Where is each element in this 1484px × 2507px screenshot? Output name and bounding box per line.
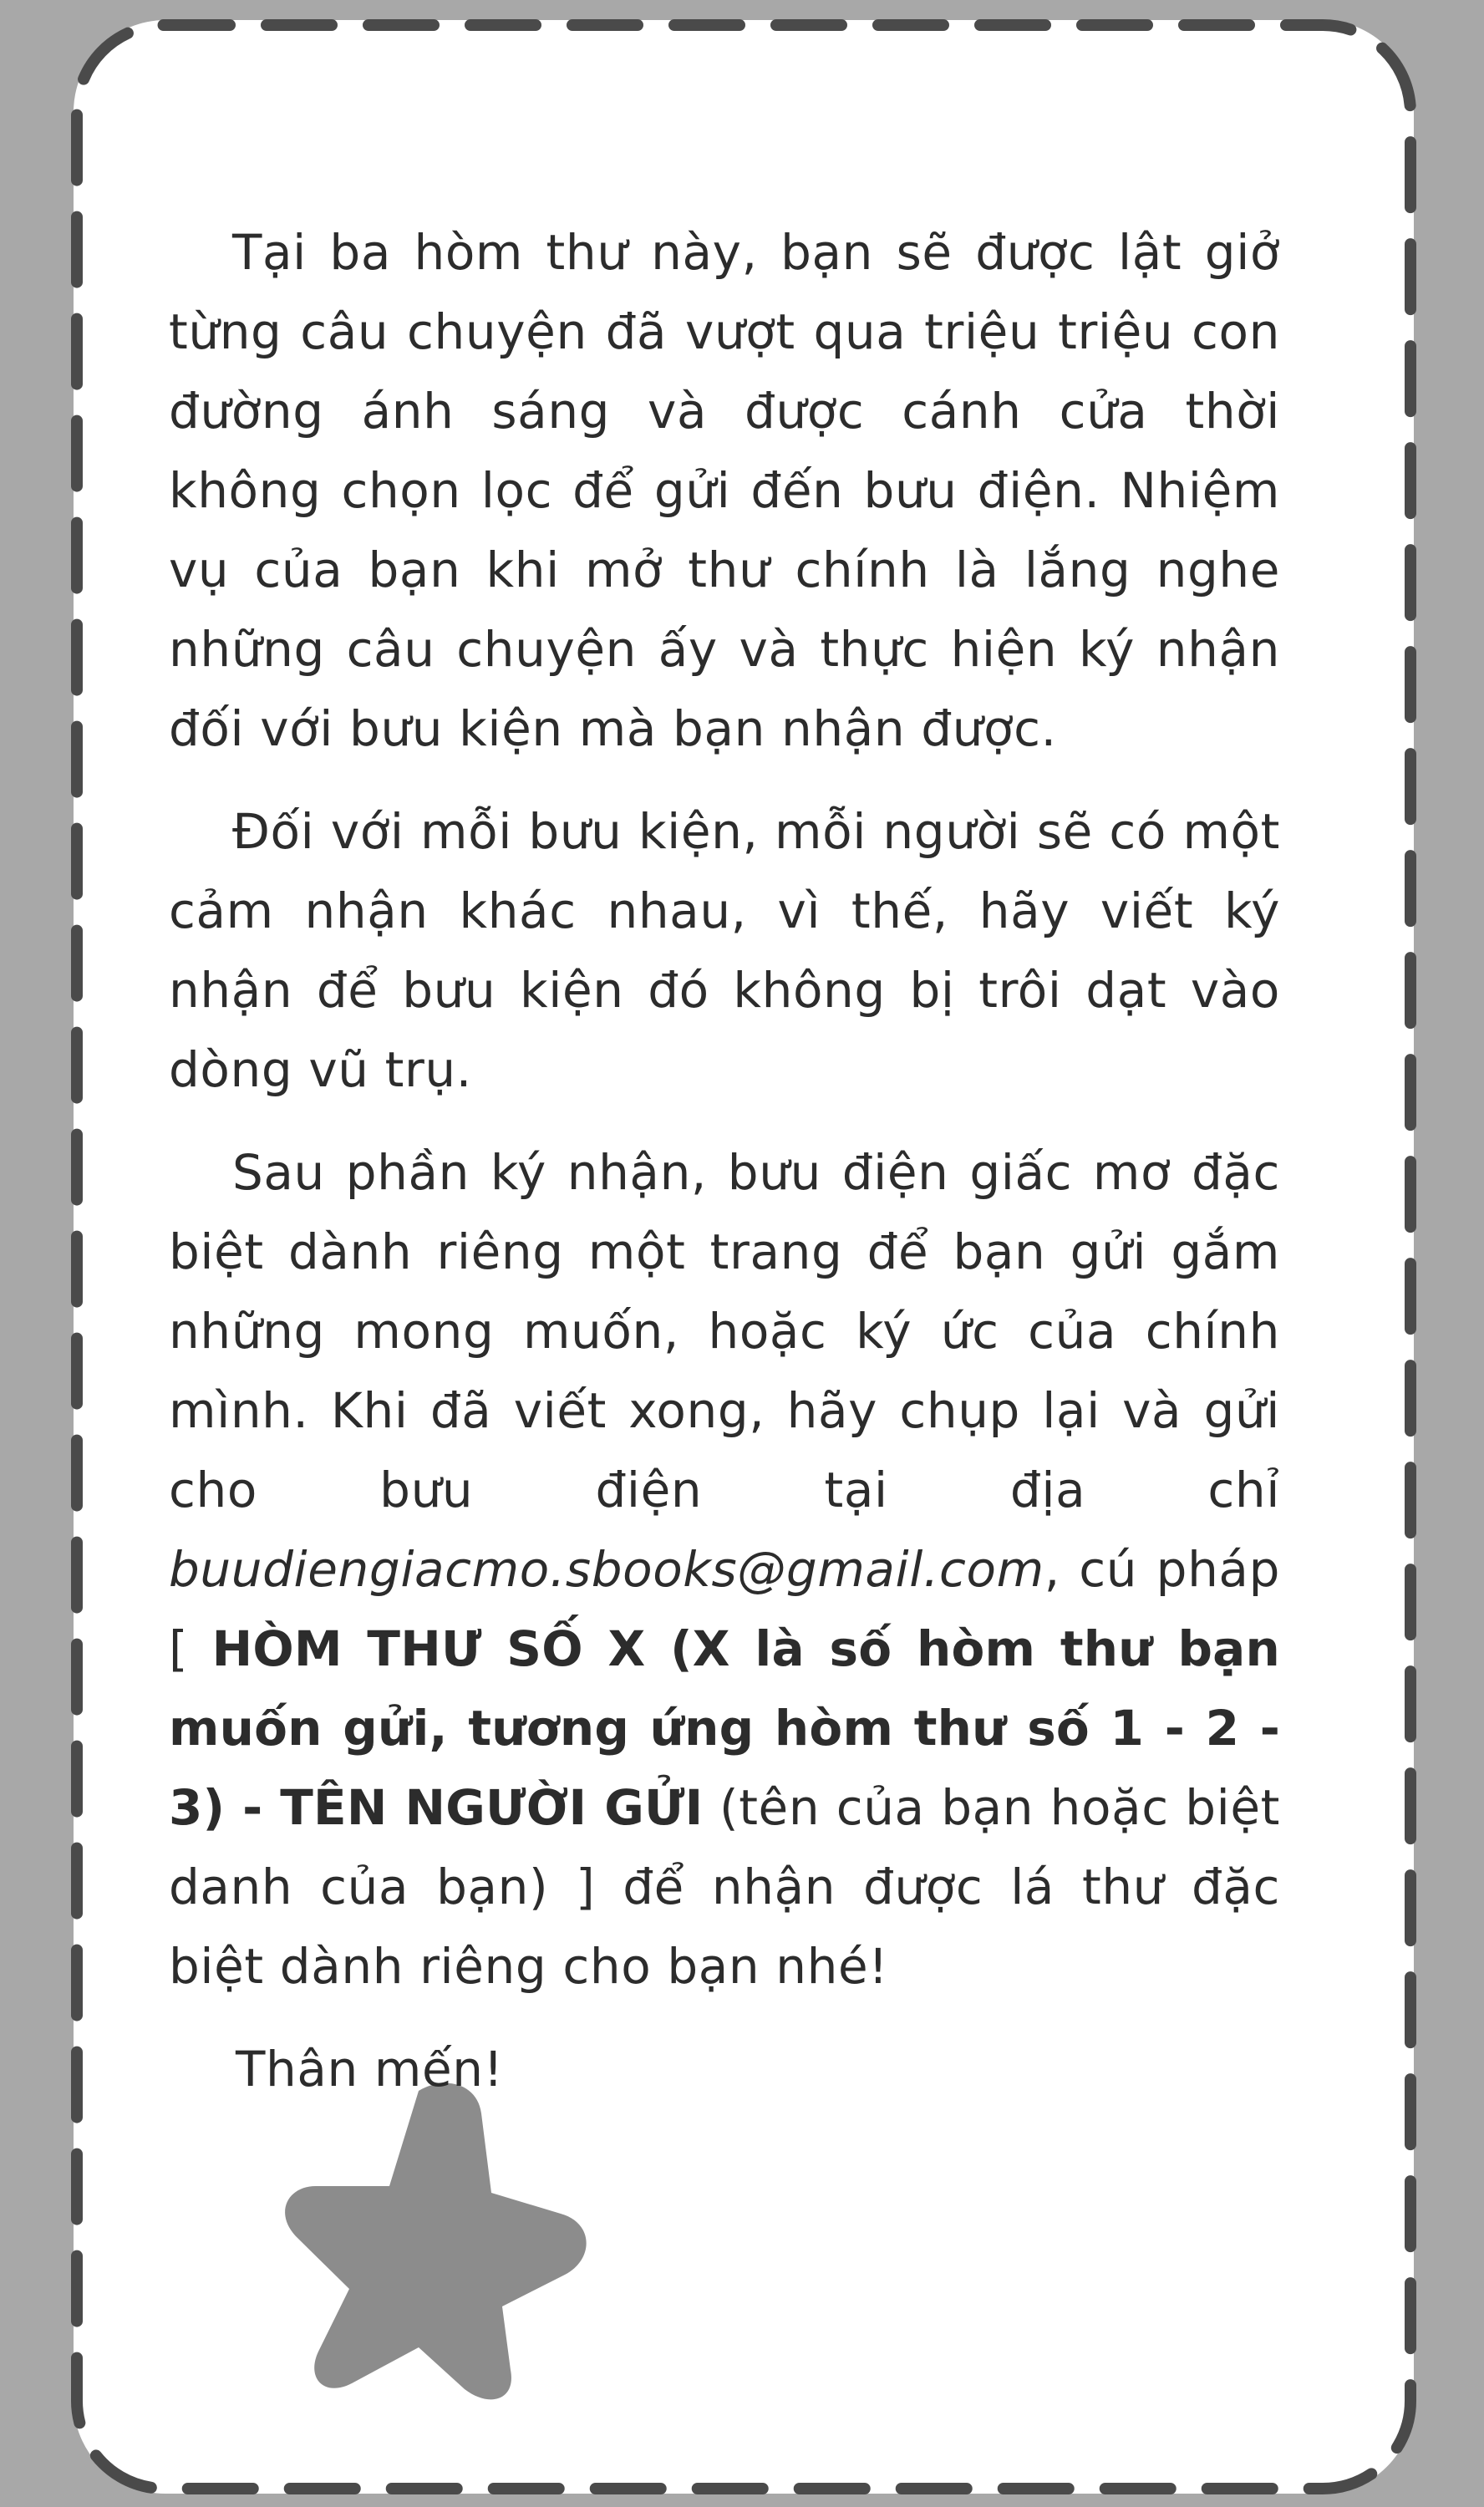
paragraph-3-intro: Sau phần ký nhận, bưu điện giấc mơ đặc biệt dành riêng một trang để bạn gửi gắm những mong muốn, hoặc ký ức của chính mình. Khi đã viết xong, hãy chụp lại và gửi cho bưu điện tại địa chỉ xyxy=(169,1144,1280,1518)
signoff: Thân mến! xyxy=(236,2041,504,2098)
syntax-prefix: , cú pháp [ xyxy=(169,1541,1280,1677)
paragraph-2: Đối với mỗi bưu kiện, mỗi người sẽ có một cảm nhận khác nhau, vì thế, hãy viết ký nhận để bưu kiện đó không bị trôi dạt vào dòng vũ trụ. xyxy=(169,803,1280,1098)
letter-body xyxy=(169,213,1280,2158)
syntax-note: (tên của bạn hoặc biệt danh của bạn) ] để nhận được lá thư đặc biệt dành riêng cho bạn nhé! xyxy=(169,1779,1280,1995)
paragraph-1: Tại ba hòm thư này, bạn sẽ được lật giở từng câu chuyện đã vượt qua triệu triệu con đường ánh sáng và được cánh cửa thời không chọn lọc để gửi đến bưu điện. Nhiệm vụ của bạn khi mở thư chính là lắng nghe những câu chuyện ấy và thực hiện ký nhận đối với bưu kiện mà bạn nhận được. xyxy=(169,224,1280,757)
email-address: buudiengiacmo.sbooks@gmail.com xyxy=(169,1541,1044,1598)
paragraph-3 xyxy=(169,1133,1280,2006)
syntax-format: HÒM THƯ SỐ X (X là số hòm thư bạn muốn gửi, tương ứng hòm thư số 1 - 2 - 3) - TÊN NGƯỜI GỬI xyxy=(169,1620,1280,1836)
